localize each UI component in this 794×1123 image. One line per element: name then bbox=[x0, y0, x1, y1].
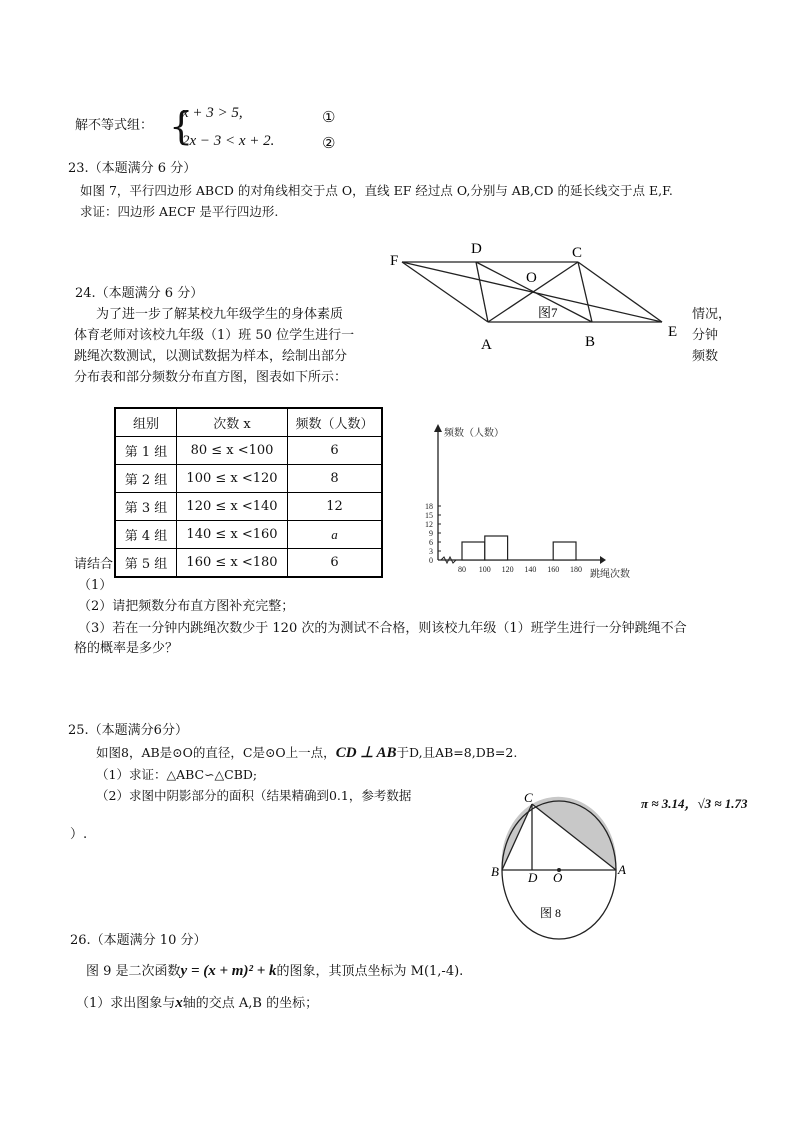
brace: { bbox=[169, 104, 194, 148]
q25-reference-data: π ≈ 3.14，√3 ≈ 1.73 bbox=[641, 796, 748, 811]
inequality-prefix: 解不等式组： bbox=[75, 118, 154, 133]
label-O: O bbox=[553, 870, 563, 885]
q24-sub2: （2）请把频数分布直方图补充完整； bbox=[78, 599, 295, 614]
label-C: C bbox=[572, 245, 583, 261]
label-D: D bbox=[471, 241, 482, 257]
q24-sub3a: （3）若在一分钟内跳绳次数少于 120 次的为测试不合格，则该校九年级（1）班学生进行一分钟跳绳不合 bbox=[78, 621, 687, 636]
table-row: 第 1 组 80 ≤ x <100 6 bbox=[115, 437, 382, 465]
label-A: A bbox=[618, 862, 626, 877]
q26-line2: （1）求出图象与x轴的交点 A,B 的坐标； bbox=[76, 995, 319, 1011]
q24-line3: 跳绳次数测试，以测试数据为样本，绘制出部分 bbox=[74, 349, 348, 364]
q24-sub1: （1） bbox=[78, 578, 113, 593]
label-C: C bbox=[524, 790, 533, 805]
q24-hidden-start: 请结合 bbox=[74, 557, 114, 572]
mark-2: ② bbox=[322, 134, 336, 152]
label-D: D bbox=[528, 870, 538, 885]
inequality-1: x + 3 > 5, bbox=[182, 105, 243, 121]
y-axis-title: 频数（人数） bbox=[444, 428, 504, 439]
x-tick-label: 180 bbox=[570, 565, 582, 574]
table-row: 第 2 组 100 ≤ x <120 8 bbox=[115, 465, 382, 493]
q24-sub3b: 格的概率是多少？ bbox=[74, 641, 179, 656]
q23-line2: 求证：四边形 AECF 是平行四边形. bbox=[80, 204, 279, 219]
table-row: 第 5 组 160 ≤ x <180 6 bbox=[115, 549, 382, 578]
label-B: B bbox=[585, 334, 596, 350]
q26-line1: 图 9 是二次函数y = (x + m)² + k的图象，其顶点坐标为 M(1,-4). bbox=[86, 963, 464, 979]
x-tick-label: 160 bbox=[547, 565, 560, 574]
x-tick-label: 140 bbox=[524, 565, 537, 574]
fig7-caption: 图7 bbox=[538, 305, 558, 320]
q25-end: ）. bbox=[70, 827, 88, 842]
table-row: 第 4 组 140 ≤ x <160 a bbox=[115, 521, 382, 549]
y-tick-label: 0 bbox=[429, 556, 433, 565]
q24-line2: 体育老师对该校九年级（1）班 50 位学生进行一 bbox=[74, 328, 355, 343]
mark-1: ① bbox=[322, 108, 336, 126]
table-row: 第 3 组 120 ≤ x <140 12 bbox=[115, 493, 382, 521]
label-A: A bbox=[481, 337, 492, 353]
q25-sub1: （1）求证：△ABC∽△CBD; bbox=[96, 767, 258, 782]
inequality-2: 2x − 3 < x + 2. bbox=[182, 133, 275, 149]
label-B: B bbox=[491, 864, 499, 879]
y-tick-label: 18 bbox=[425, 502, 433, 511]
y-tick-label: 15 bbox=[425, 511, 433, 520]
y-tick-label: 12 bbox=[425, 520, 433, 529]
table-header-row: 组别 次数 x 频数（人数） bbox=[115, 408, 382, 437]
x-tick-label: 100 bbox=[478, 565, 491, 574]
q24-line1-right: 情况， bbox=[692, 307, 732, 322]
q24-line1: 为了进一步了解某校九年级学生的身体素质 bbox=[96, 307, 344, 322]
y-tick-label: 3 bbox=[429, 547, 433, 556]
q24-line4: 分布表和部分频数分布直方图，图表如下所示： bbox=[74, 370, 348, 385]
x-tick-label: 80 bbox=[458, 565, 466, 574]
x-axis-title: 跳绳次数 bbox=[590, 569, 630, 580]
q24-line3-right: 频数 bbox=[692, 349, 719, 364]
label-F: F bbox=[390, 253, 399, 269]
q25-sub2: （2）求图中阴影部分的面积（结果精确到0.1，参考数据 bbox=[96, 788, 412, 803]
label-O: O bbox=[526, 270, 537, 286]
q25-line1: 如图8，AB是⊙O的直径，C是⊙O上一点，CD ⊥ AB于D,且AB=8,DB=2. bbox=[96, 745, 518, 761]
q25-header: 25.（本题满分6分） bbox=[68, 723, 188, 738]
q23-header: 23.（本题满分 6 分） bbox=[68, 161, 197, 176]
y-tick-label: 9 bbox=[429, 529, 433, 538]
fig8-caption: 图 8 bbox=[540, 906, 562, 920]
q26-header: 26.（本题满分 10 分） bbox=[70, 933, 207, 948]
q23-line1: 如图 7，平行四边形 ABCD 的对角线相交于点 O，直线 EF 经过点 O,分别与 AB,CD 的延长线交于点 E,F. bbox=[80, 183, 673, 198]
x-tick-label: 120 bbox=[501, 565, 514, 574]
q24-header: 24.（本题满分 6 分） bbox=[75, 286, 204, 301]
y-tick-label: 6 bbox=[429, 538, 433, 547]
q24-line2-right: 分钟 bbox=[692, 328, 719, 343]
label-E: E bbox=[668, 324, 678, 340]
